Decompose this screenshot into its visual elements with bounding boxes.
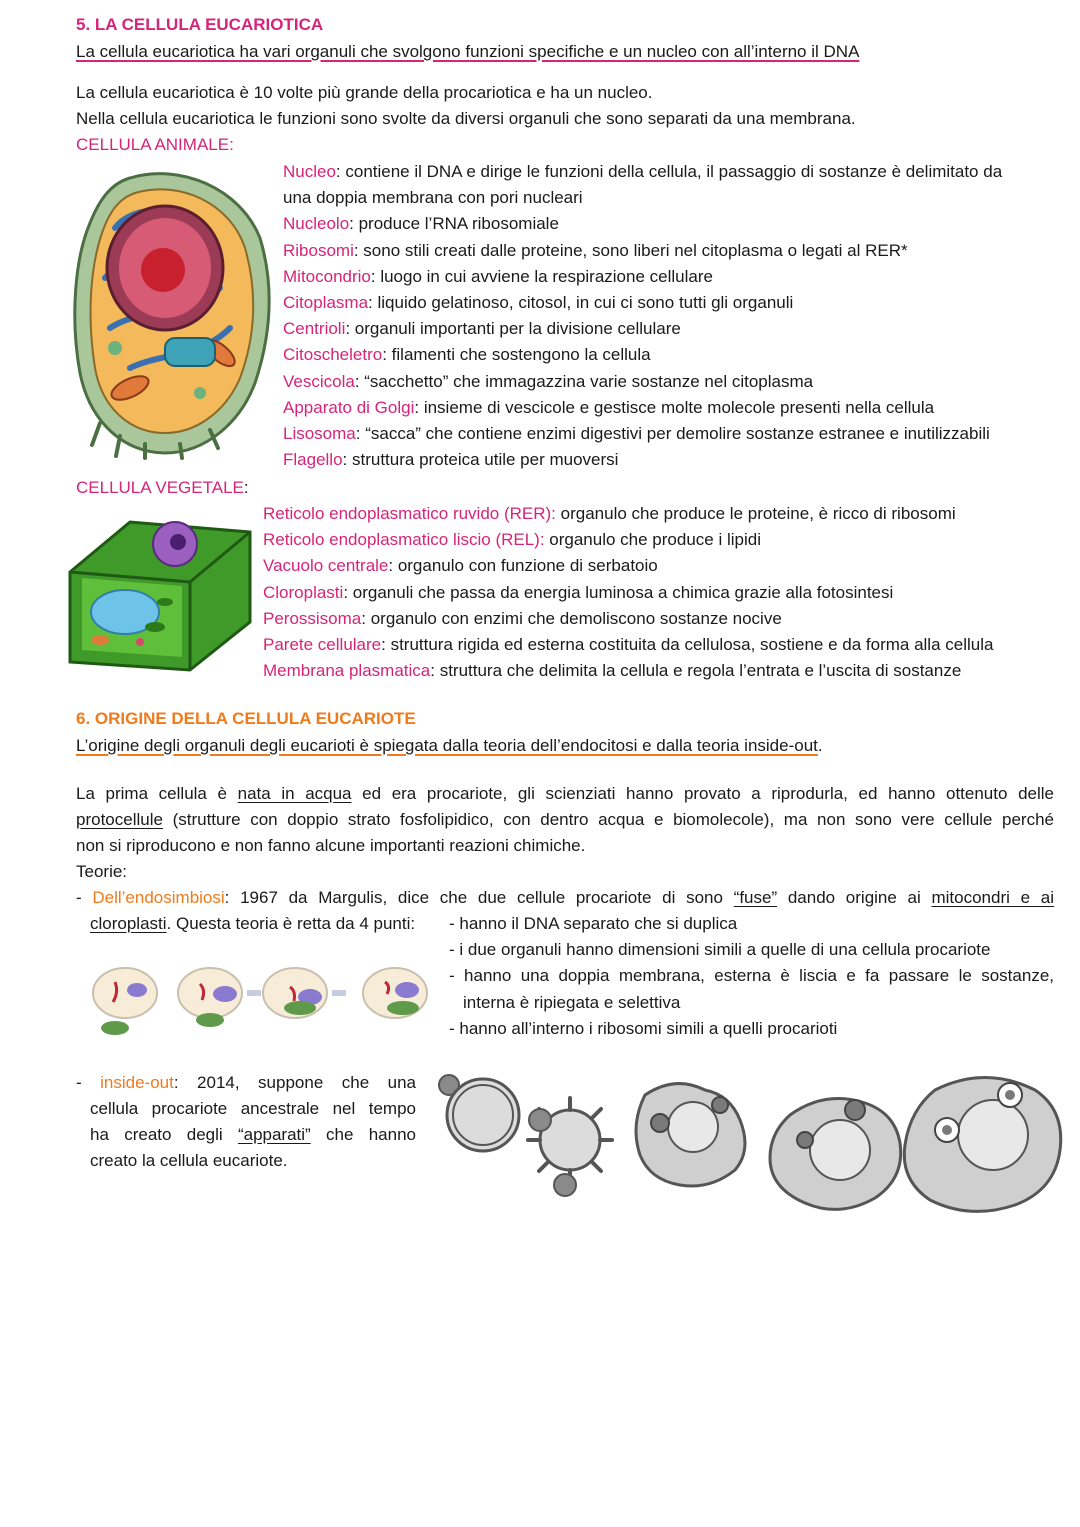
organelle-description: una doppia membrana con pori nucleari	[283, 188, 583, 208]
bullet-dash: -	[76, 1073, 101, 1092]
organelle-term: Nucleolo	[283, 214, 350, 234]
organelle-row	[283, 317, 681, 341]
endosymbiosis-point: interna è ripiegata e selettiva	[463, 992, 681, 1012]
organelle-term: Nucleo	[283, 162, 336, 181]
stage-1	[439, 1075, 519, 1151]
organelle-row	[263, 659, 961, 683]
section6-subtitle: L’origine degli organuli degli eucarioti è spiegata dalla teoria dell’endocitosi e dalla teoria inside-out	[76, 736, 818, 755]
organelle-term: Cloroplasti	[263, 582, 344, 602]
organelle-row	[263, 633, 993, 657]
inside-out-line-3	[90, 1123, 416, 1147]
paragraph-line-1	[76, 781, 1054, 807]
section6-subtitle-end: .	[817, 736, 823, 755]
section5-intro-1: La cellula eucariotica è 10 volte più grande della procariotica e ha un nucleo.	[76, 83, 653, 102]
inside-out-text: : 2014, suppone che una	[173, 1073, 416, 1092]
organelle-row	[283, 448, 618, 472]
endosymbiosis-point: - hanno una doppia membrana, esterna è liscia e fa passare le sostanze,	[449, 966, 1054, 986]
plant-cell-label	[76, 476, 249, 500]
para-underlined-nata-in-acqua: nata in acqua	[237, 784, 352, 803]
bullet-dash: -	[76, 888, 93, 907]
organelle-description: : “sacca” che contiene enzimi digestivi per demolire sostanze estranee e inutilizzabili	[355, 424, 990, 443]
endo-text: : 1967 da Margulis, dice che due cellule procariote di sono	[224, 888, 734, 907]
organelle-description: : organuli che passa da energia luminosa a chimica grazie alla fotosintesi	[343, 582, 894, 602]
organelle-term: Reticolo endoplasmatico liscio (REL):	[263, 530, 545, 550]
organelle-term: Mitocondrio	[283, 266, 371, 286]
stage-2	[528, 1098, 612, 1196]
endosymbiosis-point: - hanno il DNA separato che si duplica	[449, 914, 738, 933]
organelle-term: Reticolo endoplasmatico ruvido (RER):	[263, 504, 556, 523]
paragraph-line-3: non si riproducono e non fanno alcune importanti reazioni chimiche.	[76, 836, 586, 855]
organelle-row	[283, 212, 559, 236]
organelle-term: Parete cellulare	[263, 635, 382, 654]
endo-text: dando origine ai	[777, 888, 932, 907]
organelle-term: Vescicola	[283, 371, 355, 391]
endosymbiosis-point: - hanno all’interno i ribosomi simili a quelli procarioti	[449, 1018, 838, 1038]
endo-underlined-fuse: “fuse”	[733, 888, 778, 907]
organelle-row	[283, 370, 813, 394]
para-underlined-protocellule: protocellule	[76, 810, 163, 829]
plant-cell-label-colon: :	[243, 478, 249, 497]
organelle-row	[283, 265, 713, 289]
organelle-term: Citoscheletro	[283, 345, 383, 365]
section6-heading: 6. ORIGINE DELLA CELLULA EUCARIOTE	[76, 709, 416, 728]
organelle-description: : struttura rigida ed esterna costituita da cellulosa, sostiene e da forma alla cellula	[381, 635, 994, 654]
inside-out-line-2: cellula procariote ancestrale nel tempo	[90, 1099, 416, 1118]
organelle-row	[283, 160, 1002, 184]
organelle-description: : struttura proteica utile per muoversi	[342, 450, 619, 470]
section5-intro-2: Nella cellula eucariotica le funzioni sono svolte da diversi organuli che sono separati da una membrana.	[76, 109, 856, 128]
inside-out-text: ha creato degli	[90, 1125, 238, 1144]
section5-subtitle: La cellula eucariotica ha vari organuli che svolgono funzioni specifiche e un nucleo con all’interno il DNA	[76, 42, 860, 61]
organelle-description: : insieme di vescicole e gestisce molte molecole presenti nella cellula	[414, 397, 935, 417]
organelle-row	[283, 343, 651, 367]
stage-5	[904, 1078, 1060, 1212]
endosymbiosis-term: Dell’endosimbiosi	[92, 888, 225, 907]
paragraph-line-2	[76, 807, 1054, 833]
section5-heading: 5. LA CELLULA EUCARIOTICA	[76, 15, 324, 34]
organelle-description: : organulo con funzione di serbatoio	[388, 556, 658, 576]
animal-cell-illustration	[70, 168, 270, 458]
organelle-row	[283, 422, 990, 446]
organelle-term: Lisosoma	[283, 424, 356, 443]
section6-subtitle-line	[76, 734, 823, 758]
animal-cell-label: CELLULA ANIMALE:	[76, 135, 234, 154]
organelle-term: Apparato di Golgi	[283, 397, 415, 417]
organelle-term: Citoplasma	[283, 293, 369, 312]
organelle-description: : luogo in cui avviene la respirazione cellulare	[370, 266, 713, 286]
inside-out-underlined-apparati: “apparati”	[237, 1125, 311, 1144]
organelle-row	[263, 528, 761, 552]
plant-cell-illustration	[60, 512, 260, 672]
organelle-description: : “sacchetto” che immagazzina varie sostanze nel citoplasma	[354, 371, 814, 391]
organelle-description: : liquido gelatinoso, citosol, in cui ci sono tutti gli organuli	[368, 293, 794, 312]
para-text: ed era procariote, gli scienziati hanno provato a riprodurla, ed hanno ottenuto delle	[351, 784, 1054, 803]
endo-underlined-mitocondri: mitocondri e ai	[931, 888, 1054, 907]
theories-label: Teorie:	[76, 862, 128, 881]
organelle-description: : organulo con enzimi che demoliscono sostanze nocive	[361, 608, 782, 628]
organelle-term: Membrana plasmatica	[263, 661, 431, 681]
organelle-term: Flagello	[283, 450, 343, 470]
organelle-term: Centrioli	[283, 319, 346, 339]
organelle-description: : contiene il DNA e dirige le funzioni della cellula, il passaggio di sostanze è delimitato da	[335, 162, 1003, 181]
organelle-term: Ribosomi	[283, 240, 354, 260]
stage-4	[770, 1099, 901, 1210]
endosymbiosis-line-1	[76, 886, 1054, 910]
endo-underlined-cloroplasti: cloroplasti	[90, 914, 167, 933]
endosymbiosis-point: - i due organuli hanno dimensioni simili a quelle di una cellula procariote	[449, 940, 991, 960]
endosymbiosis-line-2	[90, 912, 415, 936]
organelle-description: : produce l’RNA ribosomiale	[349, 214, 559, 234]
organelle-description: organulo che produce i lipidi	[544, 530, 761, 550]
inside-out-line-1	[76, 1071, 416, 1095]
organelle-row	[283, 239, 908, 263]
organelle-description: organulo che produce le proteine, è ricco di ribosomi	[555, 504, 956, 523]
organelle-term: Vacuolo centrale	[263, 556, 389, 576]
endo-text: . Questa teoria è retta da 4 punti:	[166, 914, 416, 933]
organelle-term: Perossisoma	[263, 608, 362, 628]
inside-out-term: inside-out	[100, 1073, 174, 1092]
endosymbiosis-diagram	[85, 960, 445, 1040]
organelle-row	[263, 502, 956, 526]
organelle-row	[283, 186, 583, 210]
organelle-row	[283, 396, 934, 420]
organelle-description: : sono stili creati dalle proteine, sono liberi nel citoplasma o legati al RER*	[353, 240, 908, 260]
inside-out-line-4: creato la cellula eucariote.	[90, 1151, 288, 1170]
para-text: La prima cellula è	[76, 784, 238, 803]
organelle-row	[263, 581, 893, 605]
organelle-row	[263, 607, 782, 631]
organelle-description: : organuli importanti per la divisione cellulare	[345, 319, 681, 339]
organelle-description: : filamenti che sostengono la cellula	[382, 345, 651, 365]
organelle-row	[263, 554, 658, 578]
para-text: (strutture con doppio strato fosfolipidico, con dentro acqua e biomolecole), ma non sono vere cellule perché	[162, 810, 1054, 829]
organelle-description: : struttura che delimita la cellula e regola l’entrata e l’uscita di sostanze	[430, 661, 962, 681]
inside-out-diagram	[435, 1065, 1065, 1225]
organelle-row	[283, 291, 793, 315]
inside-out-text: che hanno	[310, 1125, 416, 1144]
plant-cell-label-text: CELLULA VEGETALE	[76, 478, 244, 497]
stage-3	[636, 1084, 745, 1186]
